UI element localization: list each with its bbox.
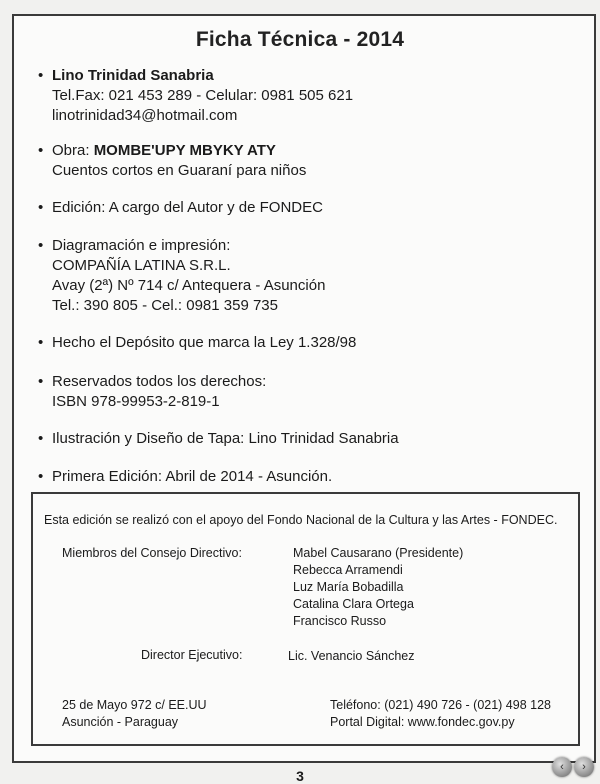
primera-edicion-entry <box>38 467 578 487</box>
obra-label: Obra: <box>52 142 94 159</box>
edicion-text: Edición: A cargo del Autor y de FONDEC <box>52 199 323 216</box>
page-title: Ficha Técnica - 2014 <box>195 28 405 51</box>
consejo-label: Miembros del Consejo Directivo: <box>62 546 242 560</box>
author-entry <box>38 66 578 126</box>
deposito-text: Hecho el Depósito que marca la Ley 1.328/98 <box>52 334 357 351</box>
author-email: linotrinidad34@hotmail.com <box>52 107 238 124</box>
bullet: • <box>38 430 44 447</box>
diagramacion-entry <box>38 236 578 316</box>
member-item: Rebecca Arramendi <box>293 563 403 577</box>
ilustracion-text: Ilustración y Diseño de Tapa: Lino Trinidad Sanabria <box>52 430 399 447</box>
derechos-entry <box>38 372 578 412</box>
obra-subtitle: Cuentos cortos en Guaraní para niños <box>52 162 307 179</box>
diagramacion-label: Diagramación e impresión: <box>52 237 231 254</box>
fondec-phone: Teléfono: (021) 490 726 - (021) 498 128 <box>330 698 551 712</box>
diagramacion-company: COMPAÑÍA LATINA S.R.L. <box>52 257 231 274</box>
director-label: Director Ejecutivo: <box>141 648 243 662</box>
deposito-entry <box>38 333 578 353</box>
isbn-text: ISBN 978-99953-2-819-1 <box>52 393 220 410</box>
fondec-portal: Portal Digital: www.fondec.gov.py <box>330 715 515 729</box>
obra-entry <box>38 141 578 181</box>
member-item: Luz María Bobadilla <box>293 580 404 594</box>
member-item: Francisco Russo <box>293 614 387 628</box>
diagramacion-address: Avay (2ª) Nº 714 c/ Antequera - Asunción <box>52 277 326 294</box>
derechos-label: Reservados todos los derechos: <box>52 373 267 390</box>
next-page-icon[interactable]: › <box>574 757 594 777</box>
member-item: Mabel Causarano (Presidente) <box>293 546 464 560</box>
author-name: Lino Trinidad Sanabria <box>52 67 214 84</box>
page-number: 3 <box>296 768 304 784</box>
fondec-address-line2: Asunción - Paraguay <box>62 715 179 729</box>
director-name: Lic. Venancio Sánchez <box>288 649 415 663</box>
bullet: • <box>38 142 44 159</box>
bullet: • <box>38 373 44 390</box>
ilustracion-entry <box>38 429 578 449</box>
edicion-entry <box>38 198 578 218</box>
obra-title: MOMBE'UPY MBYKY ATY <box>93 142 276 159</box>
fondec-intro: Esta edición se realizó con el apoyo del Fondo Nacional de la Cultura y las Artes - FONDEC. <box>44 513 558 527</box>
bullet: • <box>38 468 44 485</box>
bullet: • <box>38 237 44 254</box>
fondec-address-line1: 25 de Mayo 972 c/ EE.UU <box>62 698 207 712</box>
diagramacion-phone: Tel.: 390 805 - Cel.: 0981 359 735 <box>52 297 278 314</box>
previous-page-icon[interactable]: ‹ <box>552 757 572 777</box>
member-item: Catalina Clara Ortega <box>293 597 414 611</box>
primera-edicion-text: Primera Edición: Abril de 2014 - Asunción. <box>52 468 333 485</box>
bullet: • <box>38 67 44 84</box>
bullet: • <box>38 199 44 216</box>
consejo-members <box>293 545 463 630</box>
bullet: • <box>38 334 44 351</box>
author-phone: Tel.Fax: 021 453 289 - Celular: 0981 505 621 <box>52 87 354 104</box>
